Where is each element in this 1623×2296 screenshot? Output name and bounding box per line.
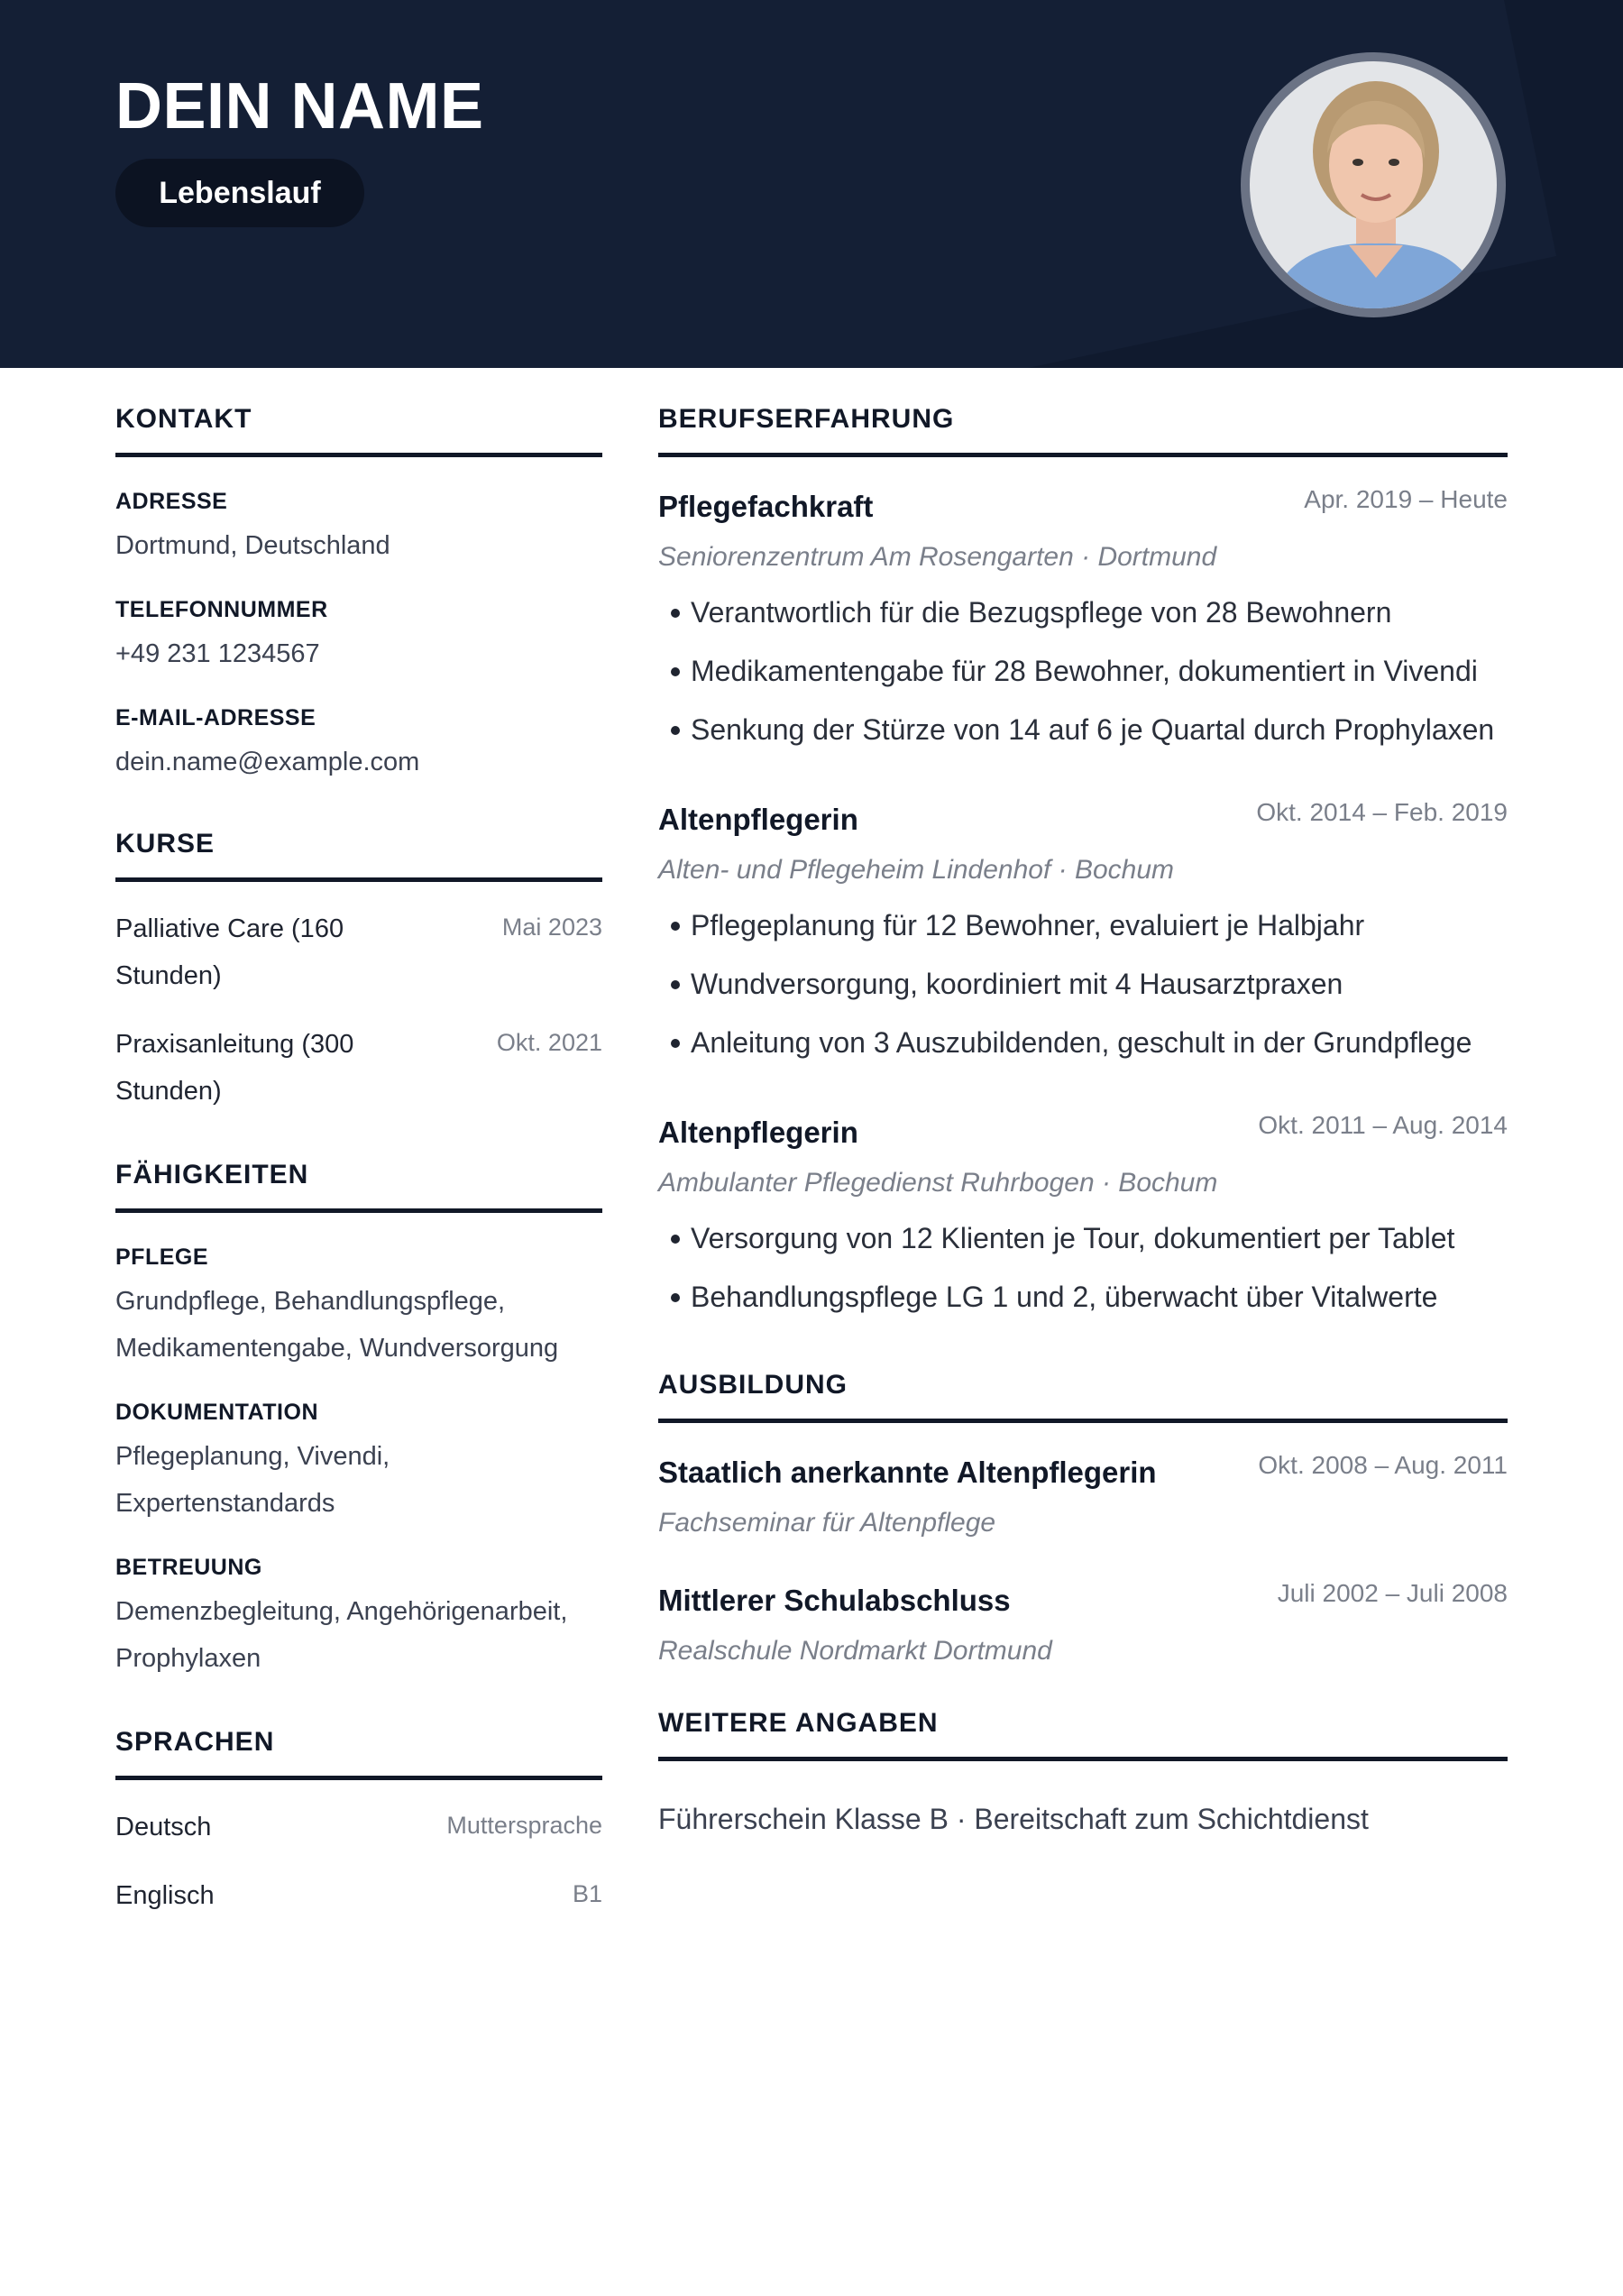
- job-bullet: Pflegeplanung für 12 Bewohner, evaluiert je Halbjahr: [671, 896, 1508, 955]
- contact-label-address: ADRESSE: [115, 489, 228, 514]
- job-title: Altenpflegerin: [658, 803, 858, 836]
- profile-photo: [1241, 52, 1506, 317]
- job-bullets: [658, 583, 1508, 759]
- job-date: Okt. 2014 – Feb. 2019: [1256, 798, 1508, 826]
- job-bullet: Verantwortlich für die Bezugspflege von 28 Bewohnern: [671, 583, 1508, 642]
- language-item: [115, 1872, 602, 1919]
- job-entry: [658, 1108, 1508, 1327]
- contact-label-phone: TELEFONNUMMER: [115, 597, 328, 622]
- bullet-icon: [671, 1293, 680, 1302]
- document-type-pill: Lebenslauf: [115, 159, 364, 227]
- contact-value-address: Dortmund, Deutschland: [115, 531, 390, 560]
- language-level: B1: [572, 1880, 602, 1907]
- course-date: Okt. 2021: [496, 1029, 602, 1056]
- bullet-icon: [671, 609, 680, 618]
- section-title-faehigkeiten: FÄHIGKEITEN: [115, 1153, 602, 1213]
- bullet-icon: [671, 980, 680, 989]
- skill-group-label: DOKUMENTATION: [115, 1400, 318, 1425]
- section-title-kurse: KURSE: [115, 822, 602, 882]
- bullet-icon: [671, 726, 680, 735]
- job-bullet: Anleitung von 3 Auszubildenden, geschult in der Grundpflege: [671, 1014, 1508, 1072]
- skill-group-label: BETREUUNG: [115, 1555, 262, 1580]
- job-entry: [658, 795, 1508, 1072]
- contact-value-email: dein.name@example.com: [115, 748, 420, 776]
- job-bullet: Medikamentengabe für 28 Bewohner, dokumentiert in Vivendi: [671, 642, 1508, 701]
- bullet-icon: [671, 1039, 680, 1048]
- education-school: Realschule Nordmarkt Dortmund: [658, 1636, 1052, 1666]
- contact-value-phone: +49 231 1234567: [115, 639, 320, 668]
- left-column: [115, 397, 602, 1919]
- education-entry: [658, 1448, 1508, 1546]
- course-item: [115, 905, 602, 999]
- job-entry: [658, 482, 1508, 759]
- job-bullets: [658, 1209, 1508, 1327]
- person-name: DEIN NAME: [115, 70, 484, 142]
- job-bullet: Behandlungspflege LG 1 und 2, überwacht über Vitalwerte: [671, 1268, 1508, 1327]
- skill-group-value: Grundpflege, Behandlungspflege, Medikamentengabe, Wundversorgung: [115, 1287, 559, 1363]
- bullet-icon: [671, 922, 680, 931]
- course-item: [115, 1021, 602, 1115]
- course-name: Palliative Care (160 Stunden): [115, 914, 344, 990]
- education-entry: [658, 1576, 1508, 1674]
- job-date: Okt. 2011 – Aug. 2014: [1258, 1111, 1508, 1139]
- job-date: Apr. 2019 – Heute: [1304, 485, 1508, 513]
- bullet-icon: [671, 1235, 680, 1244]
- job-bullets: [658, 896, 1508, 1072]
- job-employer: Alten- und Pflegeheim Lindenhof · Bochum: [658, 855, 1175, 885]
- language-item: [115, 1804, 602, 1851]
- additional-info-text: Führerschein Klasse B · Bereitschaft zum Schichtdienst: [658, 1803, 1369, 1835]
- section-title-kontakt: KONTAKT: [115, 397, 602, 457]
- job-employer: Seniorenzentrum Am Rosengarten · Dortmund: [658, 542, 1217, 572]
- education-school: Fachseminar für Altenpflege: [658, 1508, 996, 1538]
- skill-group-value: Demenzbegleitung, Angehörigenarbeit, Prophylaxen: [115, 1597, 568, 1673]
- section-title-sprachen: SPRACHEN: [115, 1720, 602, 1780]
- education-date: Juli 2002 – Juli 2008: [1277, 1579, 1508, 1607]
- resume-header: [0, 0, 1623, 368]
- job-bullet: Versorgung von 12 Klienten je Tour, dokumentiert per Tablet: [671, 1209, 1508, 1268]
- course-name: Praxisanleitung (300 Stunden): [115, 1030, 354, 1106]
- language-name: Deutsch: [115, 1813, 212, 1841]
- education-date: Okt. 2008 – Aug. 2011: [1258, 1451, 1508, 1479]
- job-bullet: Senkung der Stürze von 14 auf 6 je Quartal durch Prophylaxen: [671, 701, 1508, 759]
- section-title-berufserfahrung: BERUFSERFAHRUNG: [658, 397, 1508, 457]
- language-level: Muttersprache: [446, 1812, 602, 1839]
- education-title: Mittlerer Schulabschluss: [658, 1584, 1011, 1617]
- job-employer: Ambulanter Pflegedienst Ruhrbogen · Bochum: [658, 1168, 1218, 1198]
- language-name: Englisch: [115, 1881, 215, 1910]
- job-title: Altenpflegerin: [658, 1116, 858, 1149]
- skill-group-label: PFLEGE: [115, 1244, 209, 1270]
- education-title: Staatlich anerkannte Altenpflegerin: [658, 1456, 1157, 1489]
- job-bullet: Wundversorgung, koordiniert mit 4 Hausarztpraxen: [671, 955, 1508, 1014]
- contact-label-email: E-MAIL-ADRESSE: [115, 705, 316, 730]
- right-column: [658, 397, 1508, 1842]
- bullet-icon: [671, 667, 680, 676]
- job-title: Pflegefachkraft: [658, 490, 874, 523]
- skill-group-value: Pflegeplanung, Vivendi, Expertenstandards: [115, 1442, 390, 1518]
- course-date: Mai 2023: [501, 914, 602, 941]
- section-title-weitere-angaben: WEITERE ANGABEN: [658, 1701, 1508, 1761]
- section-title-ausbildung: AUSBILDUNG: [658, 1363, 1508, 1423]
